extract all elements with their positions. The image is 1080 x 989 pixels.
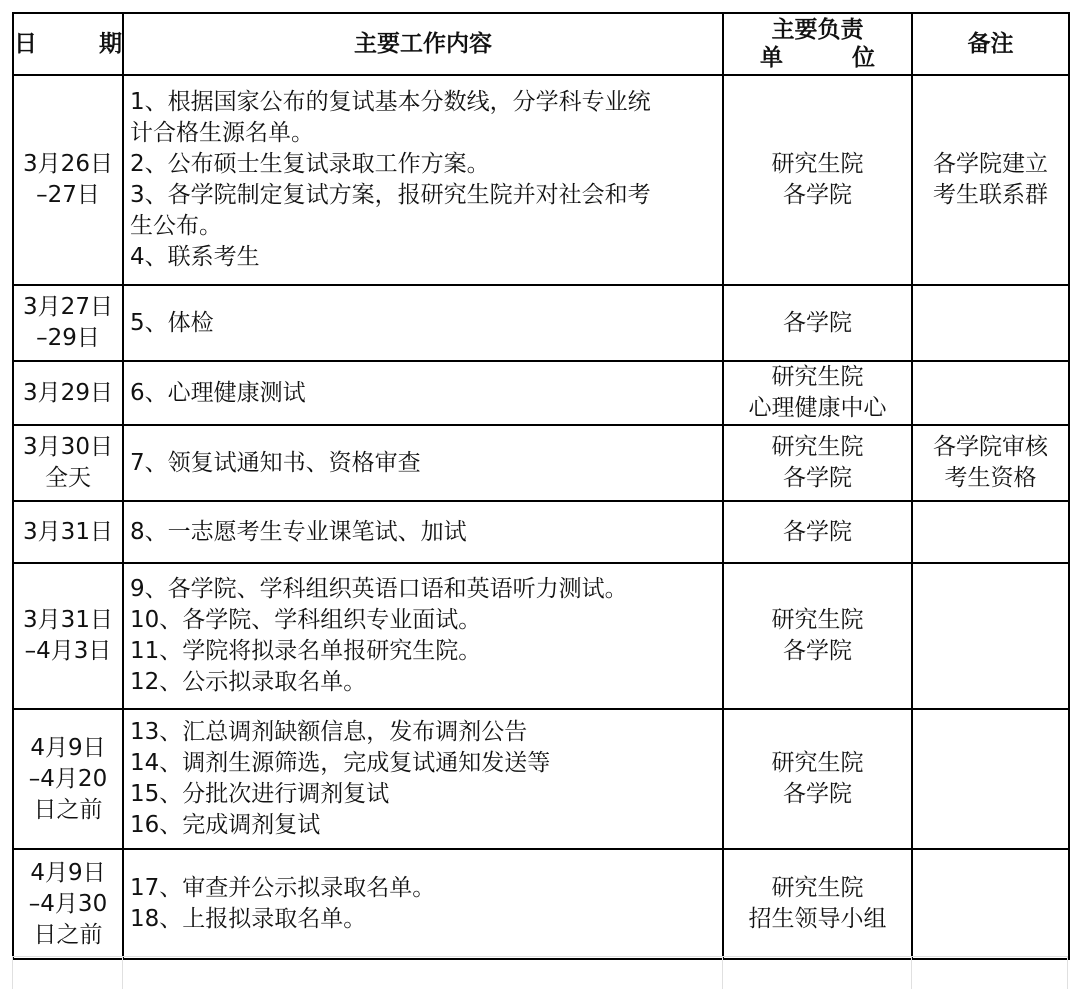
- header-unit-char-1: 单: [760, 45, 783, 71]
- work-content-cell-line: 15、分批次进行调剂复试: [130, 781, 390, 807]
- work-content-cell-line: 12、公示拟录取名单。: [130, 669, 367, 695]
- date-cell-line: 全天: [45, 465, 91, 491]
- work-content-cell-line: 9、各学院、学科组织英语口语和英语听力测试。: [130, 576, 628, 602]
- note-cell: [912, 75, 1069, 285]
- work-content-cell-line: 生公布。: [130, 213, 222, 239]
- header-date: [13, 13, 123, 75]
- date-cell-line: –4月30: [28, 890, 108, 917]
- responsible-unit-cell-line: 各学院: [783, 182, 852, 208]
- responsible-unit-cell: [723, 285, 912, 361]
- date-cell-line: 3月29日: [23, 379, 113, 406]
- work-content-cell-line: 2、公布硕士生复试录取工作方案。: [130, 151, 490, 177]
- date-cell-line: 4月9日: [30, 859, 106, 886]
- date-cell-line: –27日: [36, 182, 100, 208]
- work-content-cell: [123, 849, 723, 959]
- date-cell-line: 3月31日: [23, 607, 113, 633]
- note-cell: [912, 849, 1069, 959]
- work-content-cell-line: 计合格生源名单。: [130, 120, 314, 146]
- table-row: [13, 75, 1069, 285]
- work-content-cell-line: 8、一志愿考生专业课笔试、加试: [130, 518, 467, 545]
- date-cell-line: 3月31日: [23, 518, 113, 545]
- date-cell-line: 4月9日: [30, 734, 106, 761]
- table-row: [13, 285, 1069, 361]
- date-cell-line: 3月26日: [23, 151, 113, 177]
- table-row: [13, 361, 1069, 425]
- date-cell: [13, 425, 123, 501]
- responsible-unit-cell: [723, 75, 912, 285]
- date-cell: [13, 709, 123, 849]
- work-content-cell: [123, 75, 723, 285]
- schedule-body: [13, 75, 1069, 959]
- responsible-unit-cell-line: 研究生院: [771, 607, 864, 633]
- responsible-unit-cell: [723, 849, 912, 959]
- header-work: 主要工作内容: [123, 13, 723, 75]
- table-row: [13, 563, 1069, 709]
- date-cell: [13, 501, 123, 563]
- note-cell: [912, 501, 1069, 563]
- table-row: [13, 501, 1069, 563]
- responsible-unit-cell-line: 各学院: [783, 465, 852, 491]
- table-row: [13, 849, 1069, 959]
- work-content-cell: [123, 285, 723, 361]
- work-content-cell: [123, 501, 723, 563]
- responsible-unit-cell-line: 各学院: [783, 309, 852, 336]
- header-unit: [723, 13, 912, 75]
- responsible-unit-cell: [723, 425, 912, 501]
- header-unit-line1: 主要负责: [771, 17, 864, 43]
- header-date-char-1: 日: [14, 31, 37, 57]
- responsible-unit-cell-line: 研究生院: [771, 364, 864, 390]
- date-cell-line: 3月30日: [23, 434, 113, 460]
- responsible-unit-cell: [723, 361, 912, 425]
- note-cell: [912, 425, 1069, 501]
- note-cell: [912, 709, 1069, 849]
- table-row: [13, 709, 1069, 849]
- responsible-unit-cell: [723, 501, 912, 563]
- header-unit-char-2: 位: [852, 45, 875, 71]
- responsible-unit-cell: [723, 563, 912, 709]
- work-content-cell-line: 6、心理健康测试: [130, 379, 306, 406]
- responsible-unit-cell-line: 心理健康中心: [748, 395, 887, 421]
- empty-trailing-row: [12, 956, 1068, 989]
- responsible-unit-cell-line: 研究生院: [771, 750, 864, 776]
- work-content-cell-line: 13、汇总调剂缺额信息，发布调剂公告: [130, 719, 528, 745]
- work-content-cell-line: 17、审查并公示拟录取名单。: [130, 875, 436, 901]
- work-content-cell-line: 16、完成调剂复试: [130, 812, 321, 838]
- date-cell-line: –4月3日: [24, 638, 112, 664]
- responsible-unit-cell-line: 各学院: [783, 781, 852, 807]
- work-content-cell-line: 5、体检: [130, 309, 214, 336]
- note-cell-line: 各学院审核: [933, 434, 1048, 460]
- note-cell-line: 各学院建立: [933, 151, 1048, 177]
- work-content-cell: [123, 709, 723, 849]
- responsible-unit-cell: [723, 709, 912, 849]
- work-content-cell-line: 7、领复试通知书、资格审查: [130, 449, 421, 476]
- header-note: 备注: [912, 13, 1069, 75]
- responsible-unit-cell-line: 研究生院: [771, 875, 864, 901]
- schedule-sheet: [12, 12, 1068, 960]
- responsible-unit-cell-line: 研究生院: [771, 434, 864, 460]
- date-cell: [13, 563, 123, 709]
- work-content-cell: [123, 425, 723, 501]
- date-cell: [13, 361, 123, 425]
- table-row: [13, 425, 1069, 501]
- date-cell: [13, 285, 123, 361]
- work-content-cell-line: 10、各学院、学科组织专业面试。: [130, 607, 482, 633]
- date-cell-line: 3月27日: [23, 294, 113, 320]
- header-date-char-2: 期: [99, 31, 122, 57]
- work-content-cell-line: 18、上报拟录取名单。: [130, 906, 367, 932]
- responsible-unit-cell-line: 招生领导小组: [748, 906, 887, 932]
- work-content-cell-line: 4、联系考生: [130, 244, 260, 270]
- date-cell: [13, 75, 123, 285]
- note-cell: [912, 361, 1069, 425]
- work-content-cell: [123, 563, 723, 709]
- note-cell-line: 考生资格: [944, 465, 1037, 491]
- note-cell: [912, 563, 1069, 709]
- responsible-unit-cell-line: 研究生院: [771, 151, 864, 177]
- work-content-cell-line: 11、学院将拟录名单报研究生院。: [130, 638, 482, 664]
- date-cell-line: 日之前: [33, 921, 103, 948]
- note-cell: [912, 285, 1069, 361]
- date-cell: [13, 849, 123, 959]
- work-content-cell-line: 14、调剂生源筛选，完成复试通知发送等: [130, 750, 551, 776]
- work-content-cell-line: 1、根据国家公布的复试基本分数线，分学科专业统: [130, 89, 651, 115]
- responsible-unit-cell-line: 各学院: [783, 638, 852, 664]
- note-cell-line: 考生联系群: [933, 182, 1048, 208]
- work-content-cell: [123, 361, 723, 425]
- work-content-cell-line: 3、各学院制定复试方案，报研究生院并对社会和考: [130, 182, 651, 208]
- header-row: [13, 13, 1069, 75]
- date-cell-line: –29日: [36, 325, 100, 351]
- date-cell-line: –4月20: [28, 765, 108, 792]
- schedule-table: [12, 12, 1070, 960]
- responsible-unit-cell-line: 各学院: [783, 518, 852, 545]
- date-cell-line: 日之前: [33, 796, 103, 823]
